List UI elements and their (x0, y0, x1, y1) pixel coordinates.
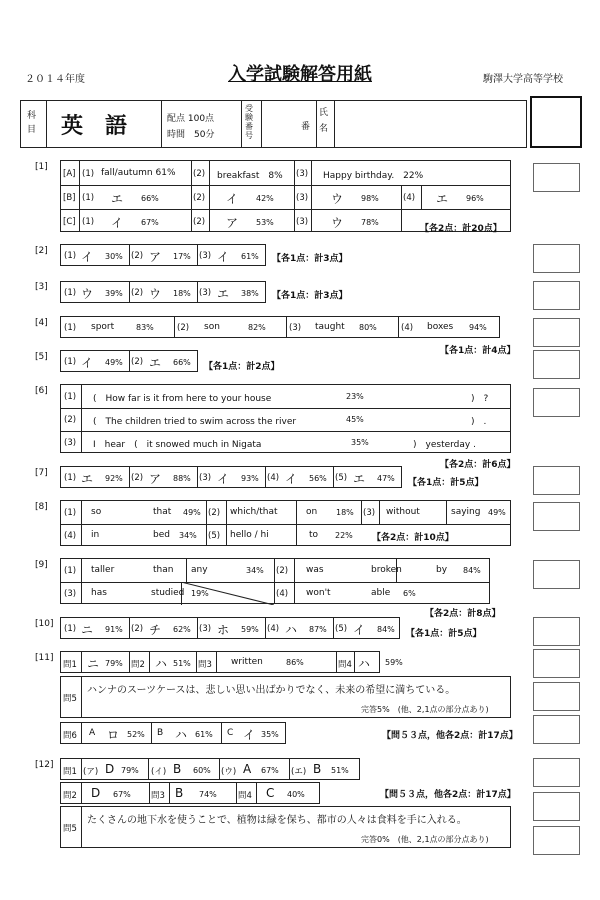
q8-score-box (533, 502, 580, 531)
q4-1-answer: sport (91, 322, 115, 332)
q9-1-pct: 34% (246, 566, 264, 575)
q2-3-label: (3) (199, 251, 212, 261)
q9-1-label: (1) (64, 566, 77, 576)
q12-score-box-3 (533, 826, 580, 855)
q12-2-pct: 67% (113, 790, 131, 799)
q1-c-3-pct: 78% (361, 218, 379, 227)
q12-row1 (60, 758, 360, 780)
q4-2-answer: son (204, 322, 220, 332)
q1-b-3-pct: 98% (361, 194, 379, 203)
q1-row-c-tag: [C] (63, 217, 76, 227)
q5-points-note: 【各1点：計2点】 (204, 362, 280, 372)
q10-1-label: (1) (64, 624, 77, 634)
q9-2-label: (2) (276, 566, 289, 576)
ban-label: 番 (301, 122, 311, 132)
q6-2-tail: ) . (471, 417, 487, 427)
q10-1-answer: ニ (81, 623, 94, 637)
q7-2-pct: 88% (173, 474, 191, 483)
q12-5-answer: たくさんの地下水を使うことで、植物は緑を保ち、都市の人々は食料を手に入れる。 (87, 815, 467, 826)
q7-1-pct: 92% (105, 474, 123, 483)
q6-1-answer: ( How far is it from here to your house (93, 394, 272, 404)
q10-2-answer: チ (149, 623, 162, 637)
q6-2-label: (2) (64, 415, 77, 425)
q11-6-label: 問6 (63, 731, 77, 741)
q11-3-pct: 86% (286, 658, 304, 667)
q11-2-answer: ハ (155, 657, 168, 671)
q11-score-box-3 (533, 715, 580, 744)
q8-points-note: 【各2点：計10点】 (372, 533, 454, 543)
q9-2-word3: by (436, 565, 448, 575)
q8-4-word1: in (91, 530, 100, 540)
q12-4-label: 問4 (238, 791, 252, 801)
total-score-box (530, 96, 582, 148)
q2-3-pct: 61% (241, 252, 259, 261)
q2-2-pct: 17% (173, 252, 191, 261)
q11-5-label: 問5 (63, 694, 77, 704)
q11-4-pct: 59% (385, 658, 403, 667)
q3-points-note: 【各1点：計3点】 (272, 291, 348, 301)
time-label: 時間 50分 (167, 130, 215, 140)
q1-c-1-pct: 67% (141, 218, 159, 227)
q10-5-label: (5) (335, 624, 348, 634)
q11-6-c-label: C (227, 728, 234, 738)
year-label: ２０１４年度 (25, 74, 85, 85)
q11-6-b-pct: 61% (195, 730, 213, 739)
q12-1-d-answer: B (313, 762, 322, 776)
q3-2-label: (2) (131, 288, 144, 298)
q11-points-note: 【問５３点，他各2点：計17点】 (382, 731, 518, 741)
q7-number: [7] (35, 468, 48, 478)
q7-4-pct: 56% (309, 474, 327, 483)
q6-number: [6] (35, 386, 48, 396)
q2-3-answer: イ (217, 250, 230, 264)
q12-q5-box (60, 806, 511, 848)
q12-1-c-pct: 67% (261, 766, 279, 775)
q1-b-3-label: (3) (296, 193, 309, 203)
q4-1-pct: 83% (136, 323, 154, 332)
q11-5-note: 完答5% (他、2,1点の部分点あり) (361, 705, 489, 714)
q9-1-word3: any (191, 565, 208, 575)
q11-6-b-label: B (157, 728, 164, 738)
q1-a-2-label: (2) (193, 169, 206, 179)
q8-1-word2: that (153, 507, 172, 517)
q4-4-pct: 94% (469, 323, 487, 332)
q11-score-box-1 (533, 649, 580, 678)
q5-2-answer: エ (149, 356, 162, 370)
q8-3-word2: saying (451, 507, 481, 517)
q8-5-pct: 22% (335, 531, 353, 540)
q11-1-answer: ニ (87, 657, 100, 671)
q5-number: [5] (35, 352, 48, 362)
q8-2-pct: 18% (336, 508, 354, 517)
q7-points-note: 【各1点：計5点】 (408, 478, 484, 488)
q11-number: [11] (35, 653, 54, 663)
q2-2-label: (2) (131, 251, 144, 261)
q8-5-word2: to (309, 530, 319, 540)
q8-4-label: (4) (64, 531, 77, 541)
q11-6-b-answer: ハ (175, 728, 188, 742)
q8-2-label: (2) (208, 508, 221, 518)
q6-1-tail: ) ? (471, 394, 489, 404)
q10-table (60, 617, 400, 639)
q1-a-1-label: (1) (82, 169, 95, 179)
q1-c-3-answer: ウ (331, 216, 344, 230)
q10-5-pct: 84% (377, 625, 395, 634)
q11-6-c-pct: 35% (261, 730, 279, 739)
q11-q5-box (60, 676, 511, 718)
q1-b-3-answer: ウ (331, 192, 344, 206)
q12-score-box-1 (533, 758, 580, 787)
q11-row1 (60, 651, 380, 673)
q11-5-answer: ハンナのスーツケースは、悲しい思い出ばかりでなく、未来の希望に満ちている。 (87, 685, 456, 696)
q1-row-a-tag: [A] (63, 169, 76, 179)
q10-2-pct: 62% (173, 625, 191, 634)
q4-4-label: (4) (401, 323, 414, 333)
q10-3-answer: ホ (217, 623, 230, 637)
q10-4-label: (4) (267, 624, 280, 634)
q12-number: [12] (35, 760, 54, 770)
q11-1-pct: 79% (105, 659, 123, 668)
q11-2-label: 問2 (131, 660, 145, 670)
q1-row-b-tag: [B] (63, 193, 76, 203)
q10-3-pct: 59% (241, 625, 259, 634)
q11-3-label: 問3 (198, 660, 212, 670)
q4-points-note: 【各1点：計4点】 (440, 346, 516, 356)
q9-4-pct: 6% (403, 589, 416, 598)
q1-score-box (533, 163, 580, 192)
q11-6-c-answer: イ (243, 728, 256, 742)
q3-3-answer: エ (217, 287, 230, 301)
q5-2-pct: 66% (173, 358, 191, 367)
q4-3-answer: taught (315, 322, 345, 332)
q6-score-box (533, 388, 580, 417)
q5-2-label: (2) (131, 357, 144, 367)
q7-1-label: (1) (64, 473, 77, 483)
q12-4-pct: 40% (287, 790, 305, 799)
q7-3-pct: 93% (241, 474, 259, 483)
q12-1-c-label: (ウ) (221, 767, 237, 777)
q1-b-4-answer: エ (436, 192, 449, 206)
q12-row2 (60, 782, 320, 804)
q1-b-1-answer: エ (111, 192, 124, 206)
q8-4-word2: bed (153, 530, 170, 540)
q1-b-2-answer: イ (226, 192, 239, 206)
q12-points-note: 【問５３点，他各2点：計17点】 (380, 790, 516, 800)
q10-3-label: (3) (199, 624, 212, 634)
q8-4-pct: 34% (179, 531, 197, 540)
q11-2-pct: 51% (173, 659, 191, 668)
q9-4-word1: won't (306, 588, 331, 598)
q1-c-1-answer: イ (111, 216, 124, 230)
q8-1-label: (1) (64, 508, 77, 518)
q4-2-pct: 82% (248, 323, 266, 332)
info-box (20, 100, 527, 148)
q9-4-word2: able (371, 588, 391, 598)
q10-2-label: (2) (131, 624, 144, 634)
q11-4-label: 問4 (338, 660, 352, 670)
q1-a-1-answer: fall/autumn 61% (101, 168, 176, 178)
q5-1-pct: 49% (105, 358, 123, 367)
q9-1-word2: than (153, 565, 174, 575)
q6-3-pct: 35% (351, 438, 369, 447)
q10-4-pct: 87% (309, 625, 327, 634)
q3-1-answer: ウ (81, 287, 94, 301)
q1-b-4-pct: 96% (466, 194, 484, 203)
q7-1-answer: エ (81, 472, 94, 486)
q2-1-label: (1) (64, 251, 77, 261)
q12-1-d-label: (エ) (291, 767, 307, 777)
q12-1-a-pct: 79% (121, 766, 139, 775)
q12-2-answer: D (91, 786, 101, 800)
q5-table (60, 350, 198, 372)
q7-5-label: (5) (335, 473, 348, 483)
q3-3-pct: 38% (241, 289, 259, 298)
points-label: 配点 100点 (167, 114, 215, 124)
q4-3-pct: 80% (359, 323, 377, 332)
q9-3-label: (3) (64, 589, 77, 599)
q6-2-pct: 45% (346, 415, 364, 424)
q11-score-box-2 (533, 682, 580, 711)
q7-5-pct: 47% (377, 474, 395, 483)
q9-2-word1: was (306, 565, 324, 575)
q6-2-answer: ( The children tried to swim across the river (93, 417, 297, 427)
q2-number: [2] (35, 246, 48, 256)
q1-b-2-label: (2) (193, 193, 206, 203)
q12-1-d-pct: 51% (331, 766, 349, 775)
q12-3-pct: 74% (199, 790, 217, 799)
q11-row3 (60, 722, 286, 744)
q8-2-word2: on (306, 507, 318, 517)
q9-2-word2: broken (371, 565, 402, 575)
q5-1-answer: イ (81, 356, 94, 370)
q7-table (60, 466, 402, 488)
q3-number: [3] (35, 282, 48, 292)
q8-1-pct: 49% (183, 508, 201, 517)
q8-5-label: (5) (208, 531, 221, 541)
q6-3-label: (3) (64, 438, 77, 448)
q10-5-answer: イ (353, 623, 366, 637)
q1-points-note: 【各2点：計20点】 (420, 224, 502, 234)
q4-2-label: (2) (177, 323, 190, 333)
q1-c-2-label: (2) (193, 217, 206, 227)
q2-1-pct: 30% (105, 252, 123, 261)
q12-score-box-2 (533, 792, 580, 821)
q12-3-answer: B (175, 786, 184, 800)
school-name: 駒澤大学高等学校 (483, 74, 563, 85)
q9-2-pct: 84% (463, 566, 481, 575)
q10-1-pct: 91% (105, 625, 123, 634)
q1-a-2-answer: breakfast 8% (217, 171, 283, 181)
q3-2-answer: ウ (149, 287, 162, 301)
q3-score-box (533, 281, 580, 310)
q2-table (60, 244, 266, 266)
q5-1-label: (1) (64, 357, 77, 367)
q12-1-label: 問1 (63, 767, 77, 777)
q9-points-note: 【各2点：計8点】 (425, 609, 501, 619)
q11-6-a-pct: 52% (127, 730, 145, 739)
q11-6-a-answer: ロ (107, 728, 120, 742)
q7-2-answer: ア (149, 472, 162, 486)
q1-number: [1] (35, 162, 48, 172)
q12-3-label: 問3 (151, 791, 165, 801)
q7-4-label: (4) (267, 473, 280, 483)
q3-table (60, 281, 266, 303)
q9-3-pct: 19% (191, 589, 209, 598)
q7-3-answer: イ (217, 472, 230, 486)
q1-a-3-answer: Happy birthday. 22% (323, 171, 424, 181)
q4-4-answer: boxes (427, 322, 454, 332)
q4-3-label: (3) (289, 323, 302, 333)
q1-c-3-label: (3) (296, 217, 309, 227)
q10-4-answer: ハ (285, 623, 298, 637)
q8-2-word1: which/that (230, 507, 278, 517)
q7-score-box (533, 466, 580, 495)
q6-1-label: (1) (64, 392, 77, 402)
q3-3-label: (3) (199, 288, 212, 298)
q9-4-label: (4) (276, 589, 289, 599)
q8-number: [8] (35, 502, 48, 512)
q12-1-a-label: (ア) (83, 767, 99, 777)
q1-c-2-answer: ア (226, 216, 239, 230)
q12-1-b-answer: B (173, 762, 182, 776)
q9-score-box (533, 560, 580, 589)
q12-4-answer: C (266, 786, 275, 800)
q6-points-note: 【各2点：計6点】 (440, 460, 516, 470)
q9-3-word2: studied (151, 588, 185, 598)
q6-table (60, 384, 511, 453)
page-title: 入学試験解答用紙 (228, 64, 372, 85)
q5-score-box (533, 350, 580, 379)
q2-score-box (533, 244, 580, 273)
q1-a-3-label: (3) (296, 169, 309, 179)
q8-1-word1: so (91, 507, 102, 517)
q4-score-box (533, 318, 580, 347)
q12-1-c-answer: A (243, 762, 252, 776)
q12-2-label: 問2 (63, 791, 77, 801)
q1-c-1-label: (1) (82, 217, 95, 227)
exam-number-label: 受験番号 (245, 104, 253, 140)
q8-3-pct: 49% (488, 508, 506, 517)
q7-2-label: (2) (131, 473, 144, 483)
q3-1-label: (1) (64, 288, 77, 298)
q1-c-2-pct: 53% (256, 218, 274, 227)
q1-b-2-pct: 42% (256, 194, 274, 203)
q4-table (60, 316, 500, 338)
q1-b-1-pct: 66% (141, 194, 159, 203)
q2-points-note: 【各1点：計3点】 (272, 254, 348, 264)
q4-1-label: (1) (64, 323, 77, 333)
q11-1-label: 問1 (63, 660, 77, 670)
q7-4-answer: イ (285, 472, 298, 486)
q7-5-answer: エ (353, 472, 366, 486)
q9-number: [9] (35, 560, 48, 570)
q9-1-word1: taller (91, 565, 115, 575)
q6-1-pct: 23% (346, 392, 364, 401)
q9-table (60, 558, 490, 604)
subject-name: 英 語 (61, 114, 128, 139)
q7-3-label: (3) (199, 473, 212, 483)
q12-5-label: 問5 (63, 824, 77, 834)
q11-4-answer: ハ (358, 657, 371, 671)
q10-points-note: 【各1点：計5点】 (406, 629, 482, 639)
q10-number: [10] (35, 619, 54, 629)
q2-1-answer: イ (81, 250, 94, 264)
q3-2-pct: 18% (173, 289, 191, 298)
q12-5-note: 完答0% (他、2,1点の部分点あり) (361, 835, 489, 844)
q8-5-word1: hello / hi (230, 530, 269, 540)
q11-3-answer: written (231, 657, 263, 667)
q6-3-answer: I hear ( it snowed much in Nigata (93, 440, 262, 450)
q11-6-a-label: A (89, 728, 96, 738)
q3-1-pct: 39% (105, 289, 123, 298)
q4-number: [4] (35, 318, 48, 328)
q12-1-a-answer: D (105, 762, 115, 776)
name-label: 氏名 (319, 108, 329, 134)
q12-1-b-label: (イ) (151, 767, 167, 777)
q8-3-label: (3) (363, 508, 376, 518)
q8-3-word1: without (386, 507, 420, 517)
q2-2-answer: ア (149, 250, 162, 264)
q6-3-tail: ) yesterday . (413, 440, 476, 450)
q1-b-1-label: (1) (82, 193, 95, 203)
q1-b-4-label: (4) (403, 193, 416, 203)
q12-1-b-pct: 60% (193, 766, 211, 775)
subject-label: 科目 (27, 111, 37, 135)
q10-score-box (533, 617, 580, 646)
q9-3-word1: has (91, 588, 107, 598)
